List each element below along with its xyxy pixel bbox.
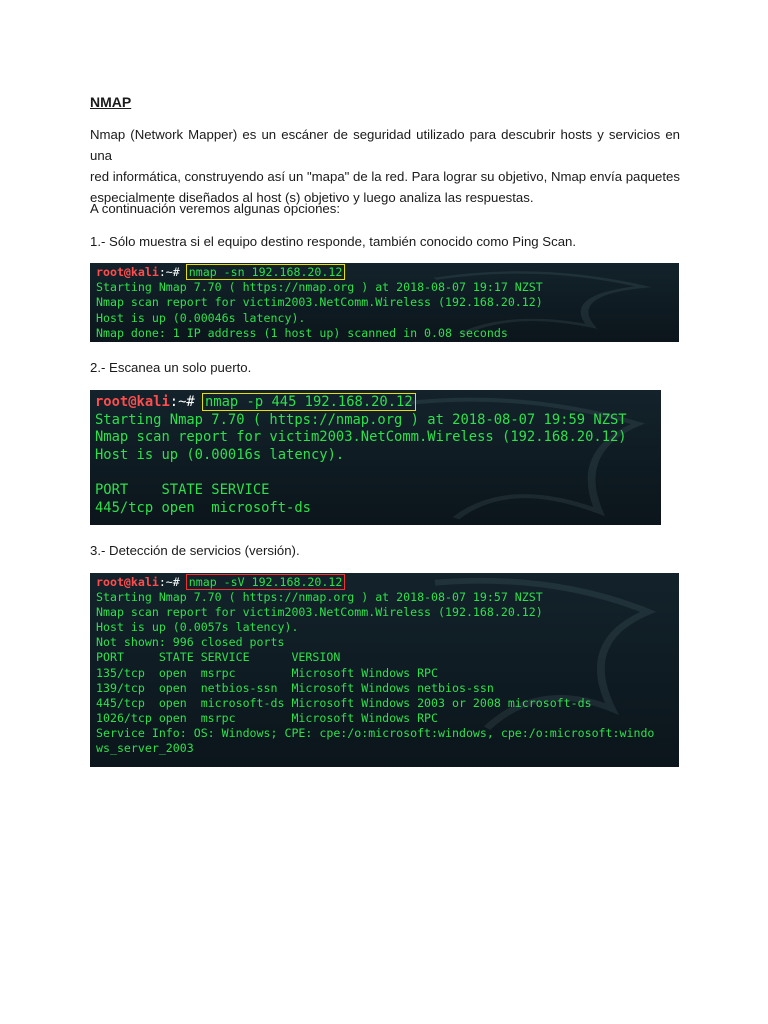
- terminal-prompt-line: [96, 265, 673, 280]
- prompt-separator: :~#: [158, 575, 180, 589]
- terminal-output-line: Not shown: 996 closed ports: [96, 635, 285, 650]
- terminal-output-line: Starting Nmap 7.70 ( https://nmap.org ) at 2018-08-07 19:17 NZST: [96, 280, 543, 295]
- terminal-output-line: Service Info: OS: Windows; CPE: cpe:/o:microsoft:windows, cpe:/o:microsoft:windo: [96, 725, 655, 740]
- terminal-output-line: Starting Nmap 7.70 ( https://nmap.org ) at 2018-08-07 19:59 NZST: [95, 411, 627, 428]
- highlighted-command: nmap -sV 192.168.20.12: [188, 575, 343, 589]
- page-title: NMAP: [90, 94, 132, 110]
- terminal-screenshot-ping-scan: [90, 263, 679, 342]
- option-1-label: 1.- Sólo muestra si el equipo destino responde, también conocido como Ping Scan.: [90, 234, 577, 249]
- continuation-paragraph: A continuación veremos algunas opciones:: [90, 201, 340, 216]
- terminal-output-line: Nmap scan report for victim2003.NetComm.Wireless (192.168.20.12): [96, 295, 543, 310]
- terminal-output-line: ws_server_2003: [96, 741, 194, 756]
- terminal-output-line: 139/tcp open netbios-ssn Microsoft Windows netbios-ssn: [96, 680, 494, 695]
- terminal-output-line: 1026/tcp open msrpc Microsoft Windows RPC: [96, 710, 439, 725]
- terminal-output-line: Nmap done: 1 IP address (1 host up) scanned in 0.08 seconds: [96, 325, 508, 340]
- terminal-output-line: PORT STATE SERVICE: [95, 481, 270, 498]
- highlighted-command: nmap -p 445 192.168.20.12: [205, 394, 413, 410]
- terminal-output-line: Host is up (0.0057s latency).: [96, 620, 299, 635]
- terminal-output-line: 135/tcp open msrpc Microsoft Windows RPC: [96, 665, 439, 680]
- intro-line: especialmente diseñados al host (s) objetivo y luego analiza las respuestas.: [90, 190, 534, 205]
- prompt-user: root@kali: [96, 265, 159, 279]
- highlighted-command: nmap -sn 192.168.20.12: [188, 265, 343, 279]
- terminal-screenshot-service-detection: [90, 573, 679, 767]
- terminal-prompt-line: [95, 394, 656, 412]
- terminal-output-line: Host is up (0.00016s latency).: [95, 446, 345, 463]
- prompt-user: root@kali: [95, 394, 170, 410]
- terminal-output-line: Starting Nmap 7.70 ( https://nmap.org ) at 2018-08-07 19:57 NZST: [96, 590, 543, 605]
- option-3-label: 3.- Detección de servicios (versión).: [90, 543, 300, 558]
- terminal-output-line: Nmap scan report for victim2003.NetComm.Wireless (192.168.20.12): [96, 605, 543, 620]
- prompt-separator: :~#: [158, 265, 180, 279]
- intro-paragraph: [90, 124, 680, 208]
- option-2-label: 2.- Escanea un solo puerto.: [90, 360, 252, 375]
- terminal-screenshot-single-port: [90, 390, 661, 525]
- prompt-user: root@kali: [96, 575, 159, 589]
- terminal-output-line: Host is up (0.00046s latency).: [96, 310, 306, 325]
- terminal-output-line: Nmap scan report for victim2003.NetComm.Wireless (192.168.20.12): [95, 429, 627, 446]
- terminal-output-line: 445/tcp open microsoft-ds: [95, 499, 311, 516]
- intro-line: Nmap (Network Mapper) es un escáner de seguridad utilizado para descubrir hosts y servicios en una: [90, 127, 680, 163]
- prompt-separator: :~#: [169, 394, 195, 410]
- terminal-output-line: PORT STATE SERVICE VERSION: [96, 650, 341, 665]
- terminal-output-line: [95, 464, 656, 482]
- intro-line: red informática, construyendo así un "mapa" de la red. Para lograr su objetivo, Nmap envía paquetes: [90, 169, 680, 184]
- terminal-output-line: 445/tcp open microsoft-ds Microsoft Windows 2003 or 2008 microsoft-ds: [96, 695, 592, 710]
- terminal-prompt-line: [96, 575, 673, 590]
